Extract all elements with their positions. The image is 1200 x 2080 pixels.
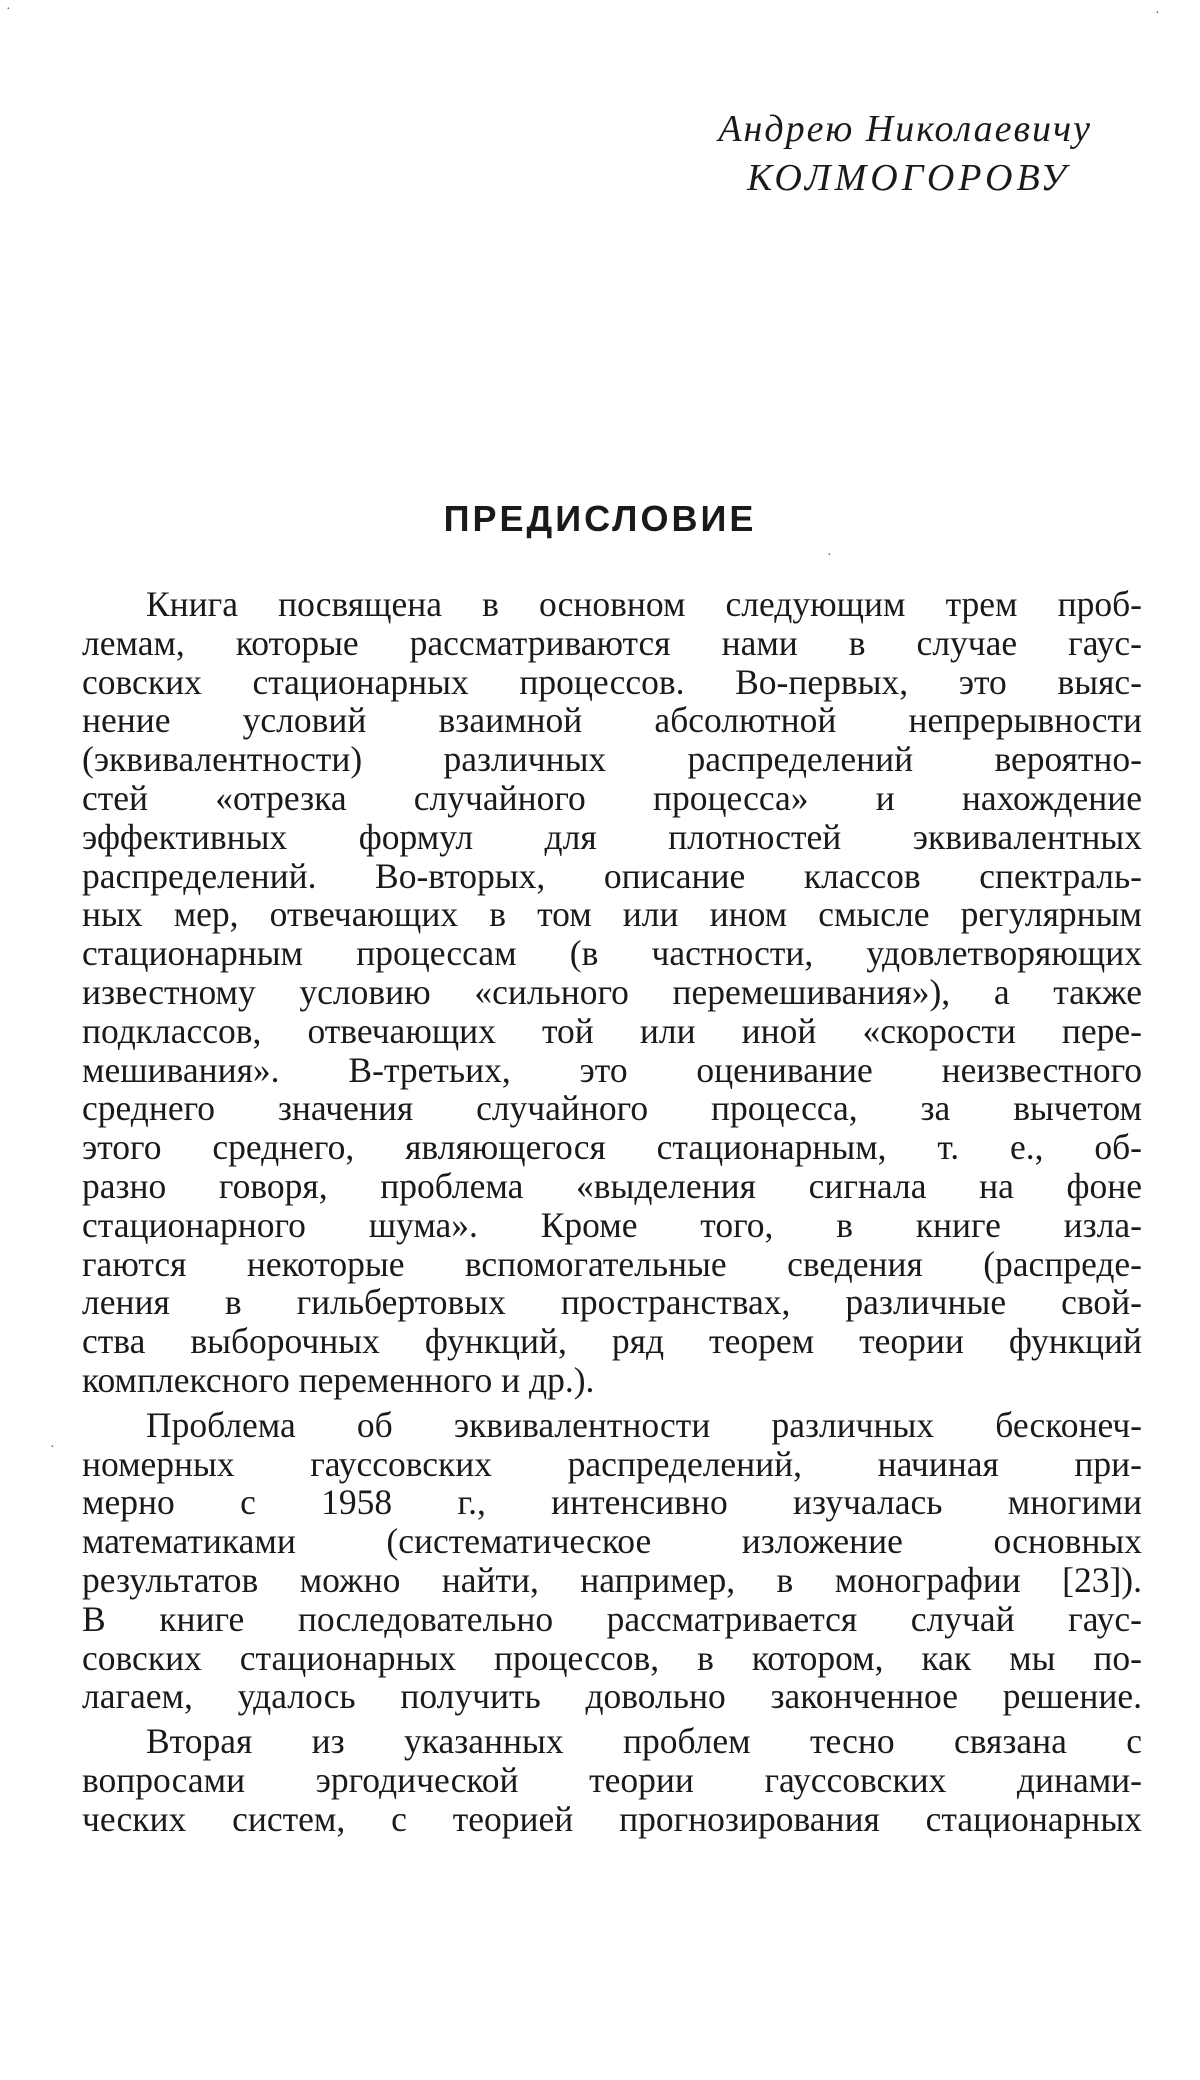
text-line: разно говоря, проблема «выделения сигнала на фоне bbox=[82, 1165, 1142, 1206]
text-line: лемам, которые рассматриваются нами в случае гаус- bbox=[82, 622, 1142, 663]
text-line: номерных гауссовских распределений, начиная при- bbox=[82, 1443, 1142, 1484]
paragraph-3 bbox=[82, 1722, 1142, 1838]
dedication bbox=[410, 105, 1110, 203]
text-line: лагаем, удалось получить довольно законченное решение. bbox=[82, 1676, 1142, 1717]
text-line: распределений. Во-вторых, описание классов спектраль- bbox=[82, 855, 1142, 896]
preface-body bbox=[82, 585, 1142, 1839]
scan-speck: · bbox=[50, 1440, 55, 1455]
text-line: стационарным процессам (в частности, удовлетворяющих bbox=[82, 933, 1142, 974]
text-line: ных мер, отвечающих в том или ином смысле регулярным bbox=[82, 894, 1142, 935]
text-line: гаются некоторые вспомогательные сведения (распреде- bbox=[82, 1243, 1142, 1284]
dedication-surname: КОЛМОГОРОВУ bbox=[746, 157, 1070, 199]
text-line: совских стационарных процессов, в котором, как мы по- bbox=[82, 1637, 1142, 1678]
text-line: результатов можно найти, например, в монографии [23]). bbox=[82, 1559, 1142, 1600]
text-line: комплексного переменного и др.). bbox=[82, 1359, 595, 1400]
text-line: В книге последовательно рассматривается случай гаус- bbox=[82, 1598, 1142, 1639]
text-line: этого среднего, являющегося стационарным, т. е., об- bbox=[82, 1127, 1142, 1168]
text-line: ческих систем, с теорией прогнозирования стационарных bbox=[82, 1798, 1142, 1839]
scan-speck: · bbox=[827, 548, 832, 563]
text-line: вопросами эргодической теории гауссовских динами- bbox=[82, 1759, 1142, 1800]
text-line: математиками (систематическое изложение основных bbox=[82, 1521, 1142, 1562]
text-line: известному условию «сильного перемешивания»), а также bbox=[82, 971, 1142, 1012]
page-title: ПРЕДИСЛОВИЕ bbox=[443, 498, 757, 539]
text-line: Проблема об эквивалентности различных бесконеч- bbox=[146, 1404, 1142, 1445]
text-line: Книга посвящена в основном следующим трем проб- bbox=[146, 584, 1142, 624]
scan-speck: · bbox=[1155, 6, 1160, 21]
text-line: (эквивалентности) различных распределений вероятно- bbox=[82, 739, 1142, 780]
paragraph-1 bbox=[82, 585, 1142, 1400]
text-line: подклассов, отвечающих той или иной «скорости пере- bbox=[82, 1010, 1142, 1051]
paragraph-2 bbox=[82, 1406, 1142, 1716]
text-line: стей «отрезка случайного процесса» и нахождение bbox=[82, 777, 1142, 818]
text-line: ства выборочных функций, ряд теорем теории функций bbox=[82, 1321, 1142, 1362]
dedication-name: Андрею Николаевичу bbox=[718, 108, 1092, 150]
text-line: ления в гильбертовых пространствах, различные свой- bbox=[82, 1282, 1142, 1323]
text-line: эффективных формул для плотностей эквивалентных bbox=[82, 816, 1142, 857]
text-line: нение условий взаимной абсолютной непрерывности bbox=[82, 700, 1142, 741]
scan-speck: · bbox=[6, 2, 11, 17]
text-line: совских стационарных процессов. Во-первых, это выяс- bbox=[82, 661, 1142, 702]
text-line: стационарного шума». Кроме того, в книге изла- bbox=[82, 1204, 1142, 1245]
text-line: среднего значения случайного процесса, за вычетом bbox=[82, 1088, 1142, 1129]
text-line: мерно с 1958 г., интенсивно изучалась многими bbox=[82, 1482, 1142, 1523]
text-line: Вторая из указанных проблем тесно связана с bbox=[146, 1721, 1142, 1762]
text-line: мешивания». В-третьих, это оценивание неизвестного bbox=[82, 1049, 1142, 1090]
